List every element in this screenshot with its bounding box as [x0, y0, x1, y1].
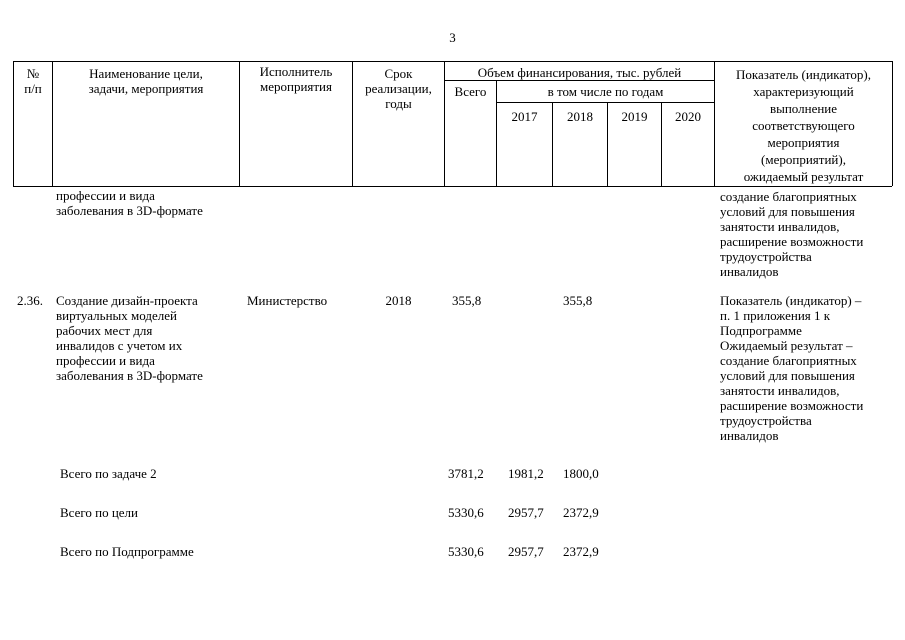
header-executor: Исполнитель мероприятия — [259, 64, 333, 94]
header-year-2019: 2019 — [621, 109, 648, 124]
continued-indicator: создание благоприятных условий для повышения занятости инвалидов, расширение возможности трудоустройства инвалидов — [720, 189, 864, 279]
total-label: Всего по цели — [60, 505, 139, 520]
total-label: Всего по задаче 2 — [60, 466, 157, 481]
header-year-2018: 2018 — [567, 109, 593, 124]
continued-name: профессии и вида заболевания в 3D-формате — [56, 188, 203, 218]
header-top-border — [13, 61, 892, 62]
row-236-2018: 355,8 — [563, 293, 593, 308]
header-year-2020: 2020 — [675, 109, 701, 124]
row-236-total: 355,8 — [452, 293, 482, 308]
total-2017: 1981,2 — [508, 466, 544, 481]
page-number: 3 — [449, 30, 456, 45]
header-indicator: Показатель (индикатор), характеризующий выполнение соответствующего мероприятия (мероприятий), ожидаемый результат — [736, 67, 871, 184]
header-bottom-border — [13, 186, 892, 187]
header-funding: Объем финансирования, тыс. рублей — [477, 65, 682, 80]
header-name: Наименование цели, задачи, мероприятия — [88, 66, 204, 96]
total-2017: 2957,7 — [508, 505, 544, 520]
row-236-name: Создание дизайн-проекта виртуальных моделей рабочих мест для инвалидов с учетом их профессии и вида заболевания в 3D-формате — [56, 293, 203, 383]
total-2018: 2372,9 — [563, 505, 599, 520]
header-term: Срок реализации, годы — [365, 66, 432, 111]
header-year-2017: 2017 — [511, 109, 538, 124]
header-by-years: в том числе по годам — [547, 84, 664, 99]
funding-divider — [444, 80, 714, 81]
years-divider — [496, 102, 714, 103]
total-all: 5330,6 — [448, 544, 484, 559]
total-2017: 2957,7 — [508, 544, 544, 559]
total-2018: 2372,9 — [563, 544, 599, 559]
row-236-num: 2.36. — [17, 293, 43, 308]
total-all: 3781,2 — [448, 466, 484, 481]
total-all: 5330,6 — [448, 505, 484, 520]
total-label: Всего по Подпрограмме — [60, 544, 194, 559]
row-236-executor: Министерство — [247, 293, 328, 308]
row-236-indicator: Показатель (индикатор) – п. 1 приложения 1 к Подпрограмме Ожидаемый результат – создание благоприятных условий для повышения занятости инвалидов, расширение возможности трудоустройства инвалидов — [720, 293, 864, 443]
total-2018: 1800,0 — [563, 466, 599, 481]
header-num: № п/п — [24, 66, 42, 96]
row-236-term: 2018 — [385, 293, 412, 308]
header-total: Всего — [454, 84, 487, 99]
